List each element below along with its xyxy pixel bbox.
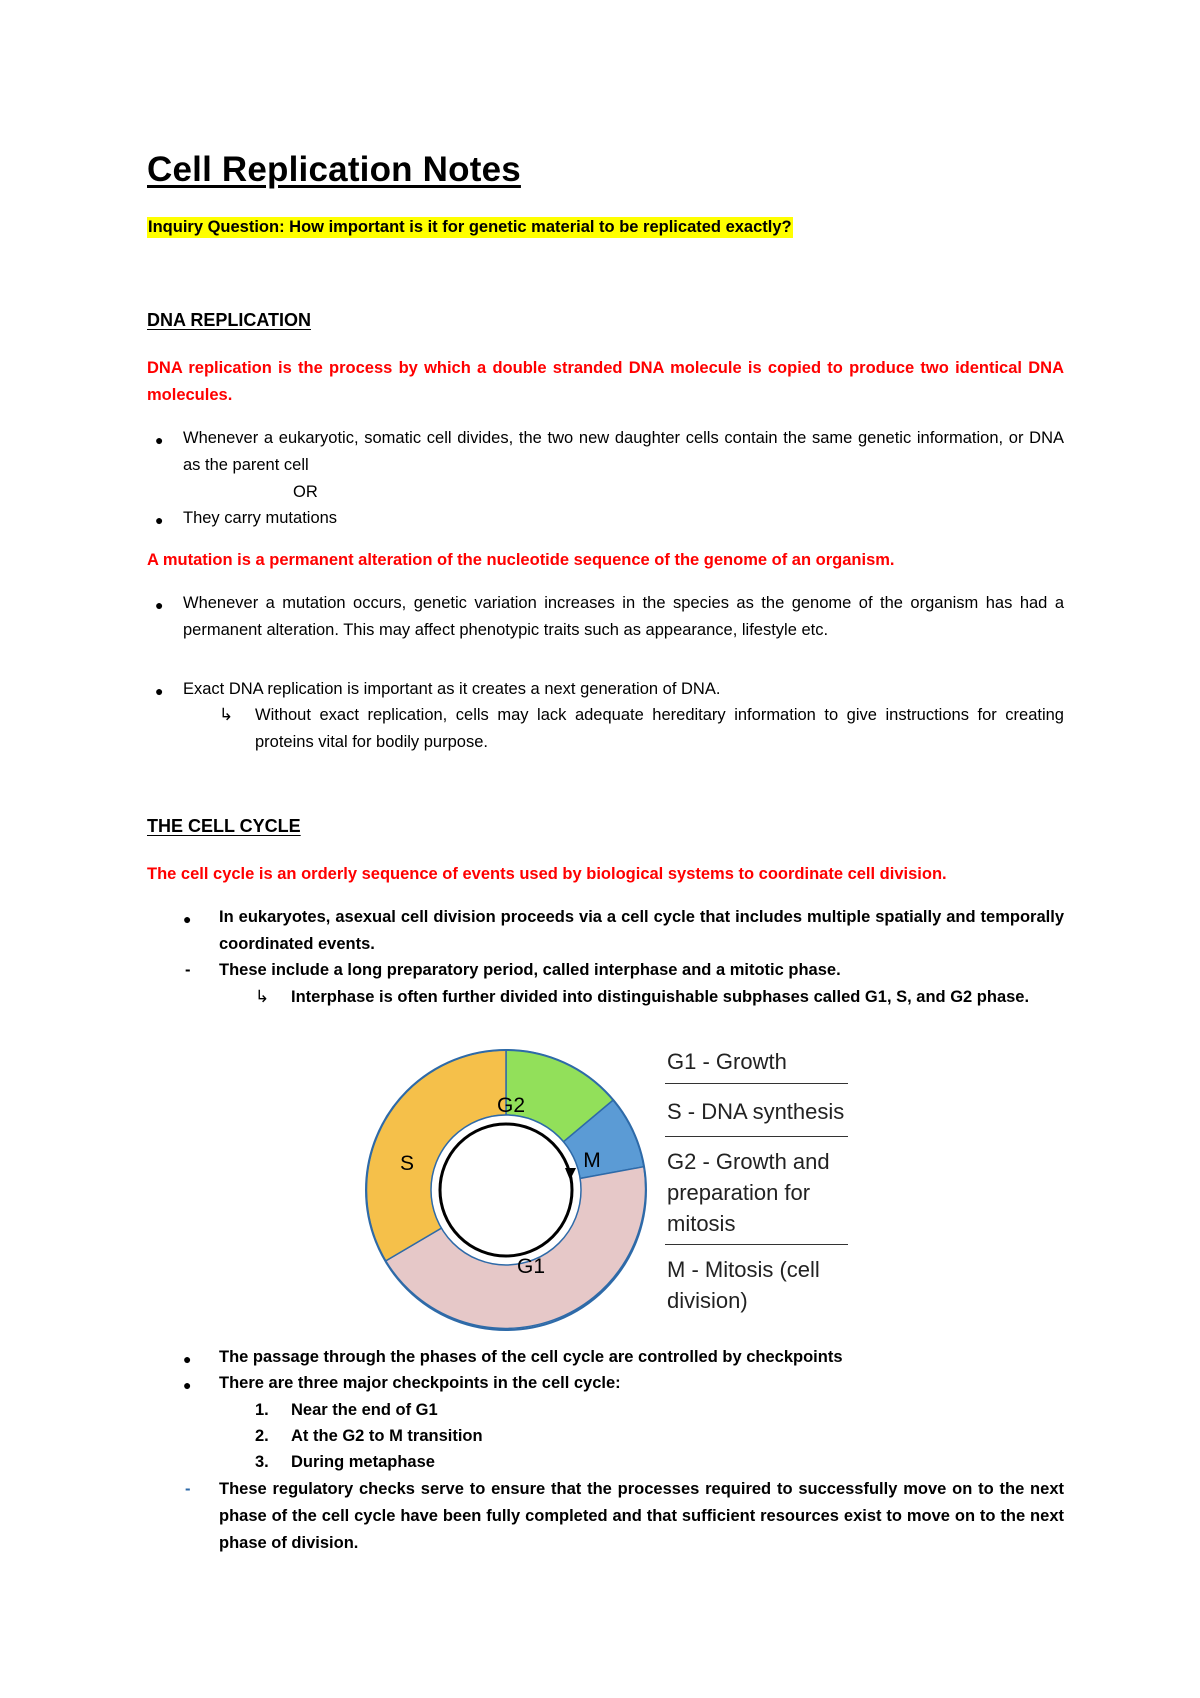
dna-replication-definition: DNA replication is the process by which a double stranded DNA molecule is copied to produce two identical DNA molecules. (147, 359, 1064, 404)
dna-bullet-1: Whenever a eukaryotic, somatic cell divides, the two new daughter cells contain the same genetic information, or DNA as the parent cell (183, 429, 1064, 474)
cycle-dash-1: These include a long preparatory period, called interphase and a mitotic phase. (219, 961, 841, 979)
cycle-bullet-2: The passage through the phases of the cell cycle are controlled by checkpoints (219, 1348, 843, 1366)
checkpoint-number: 1. (255, 1401, 269, 1419)
dna-bullet-3: Whenever a mutation occurs, genetic variation increases in the species as the genome of the organism has had a permanent alteration. This may affect phenotypic traits such as appearance, lifestyle etc. (183, 594, 1064, 639)
dna-replication-heading: DNA REPLICATION (147, 310, 311, 330)
bullet-dot: ● (183, 911, 192, 927)
arrow-bullet-icon: ↳ (219, 705, 234, 724)
segment-label-s: S (399, 1152, 415, 1175)
bullet-dot: ● (155, 432, 164, 448)
cycle-sub-bullet-1: Interphase is often further divided into distinguishable subphases called G1, S, and G2 phase. (291, 988, 1030, 1006)
bullet-dot: ● (155, 597, 164, 613)
checkpoint-number: 2. (255, 1427, 269, 1445)
checkpoint-item: During metaphase (291, 1453, 435, 1471)
legend-divider (665, 1136, 848, 1137)
bullet-dot: ● (183, 1351, 192, 1367)
cycle-bullet-3: There are three major checkpoints in the cell cycle: (219, 1374, 621, 1392)
arrow-bullet-icon: ↳ (255, 987, 270, 1006)
dna-sub-bullet-1: Without exact replication, cells may lack adequate hereditary information to give instructions for creating proteins vital for bodily purpose. (255, 706, 1064, 751)
checkpoint-number: 3. (255, 1453, 269, 1471)
legend-item-g2: G2 - Growth and preparation for mitosis (667, 1149, 830, 1236)
dna-bullet-4: Exact DNA replication is important as it creates a next generation of DNA. (183, 680, 721, 698)
mutation-definition: A mutation is a permanent alteration of the nucleotide sequence of the genome of an organism. (147, 551, 895, 569)
bullet-dot: ● (183, 1377, 192, 1393)
page-title: Cell Replication Notes (147, 150, 521, 189)
cycle-dash-2: These regulatory checks serve to ensure that the processes required to successfully move on to the next phase of the cell cycle have been fully completed and that sufficient resources exist to move on to the next phase of division. (219, 1480, 1064, 1552)
inquiry-question: Inquiry Question: How important is it for genetic material to be replicated exactly? (148, 218, 792, 236)
segment-label-g2: G2 (496, 1094, 526, 1117)
cell-cycle-definition: The cell cycle is an orderly sequence of events used by biological systems to coordinate cell division. (147, 865, 947, 883)
bullet-dot: ● (155, 512, 164, 528)
legend-item-s: S - DNA synthesis (667, 1099, 845, 1124)
cell-cycle-diagram (356, 1040, 656, 1340)
segment-label-g1: G1 (516, 1255, 546, 1278)
dash-marker: - (185, 1480, 191, 1498)
or-text: OR (293, 483, 318, 501)
cell-cycle-heading: THE CELL CYCLE (147, 816, 301, 836)
legend-item-g1: G1 - Growth (667, 1049, 787, 1074)
legend-divider (665, 1244, 848, 1245)
dash-marker: - (185, 961, 191, 979)
checkpoint-item: Near the end of G1 (291, 1401, 438, 1419)
bullet-dot: ● (155, 683, 164, 699)
dna-bullet-2: They carry mutations (183, 509, 338, 527)
cycle-bullet-1: In eukaryotes, asexual cell division proceeds via a cell cycle that includes multiple spatially and temporally coordinated events. (219, 908, 1064, 953)
segment-label-m: M (583, 1149, 601, 1172)
checkpoint-item: At the G2 to M transition (291, 1427, 483, 1445)
legend-divider (665, 1083, 848, 1084)
legend-item-m: M - Mitosis (cell division) (667, 1257, 820, 1313)
